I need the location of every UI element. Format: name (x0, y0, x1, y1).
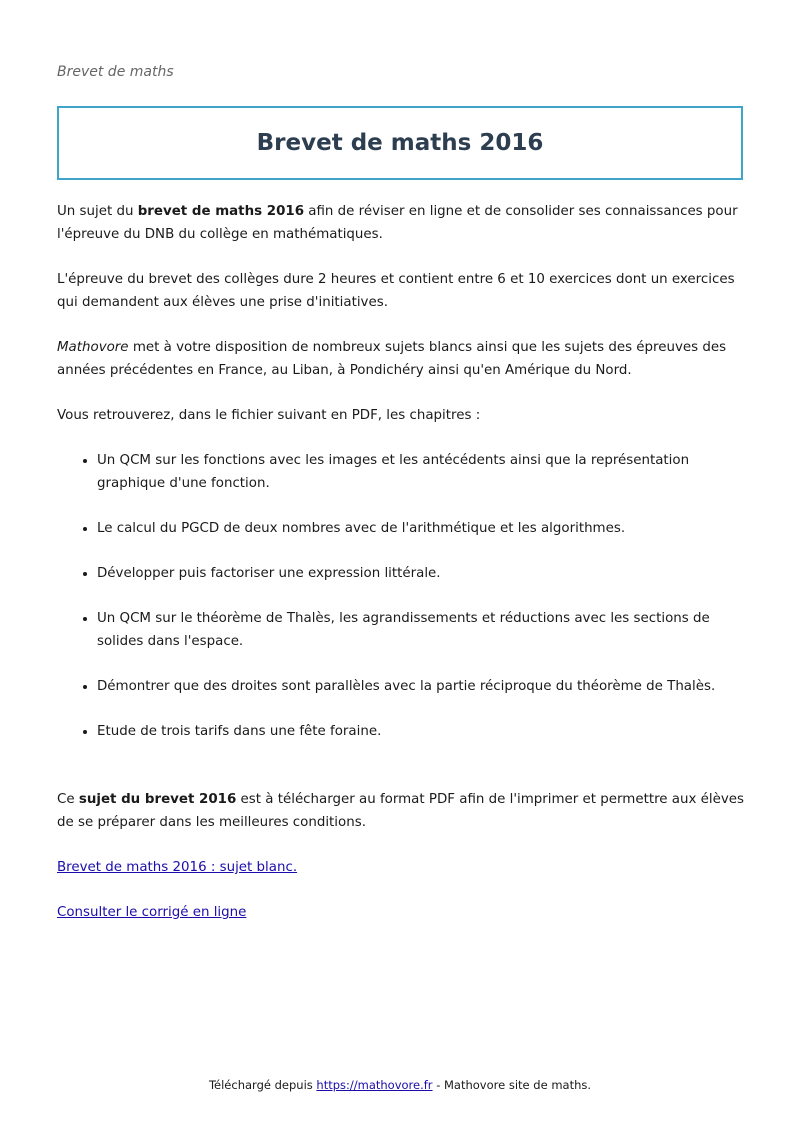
chapter-list (57, 449, 747, 743)
footer-site-link[interactable]: https://mathovore.fr (316, 1078, 433, 1092)
list-item: • Le calcul du PGCD de deux nombres avec de l'arithmétique et les algorithmes. (97, 517, 747, 540)
mathovore-text: met à votre disposition de nombreux sujets blancs ainsi que les sujets des épreuves des années précédentes en France, au Liban, à Pondichéry ainsi qu'en Amérique du Nord. (57, 340, 727, 378)
intro-text-end: afin de réviser en ligne et de consolider ses connaissances pour l'épreuve du DNB du collège en mathématiques. (57, 204, 738, 242)
footer-text-end: - Mathovore site de maths. (432, 1078, 592, 1092)
page-footer (0, 1078, 800, 1092)
mathovore-italic: Mathovore (57, 340, 129, 355)
list-item: • Un QCM sur le théorème de Thalès, les agrandissements et réductions avec les sections de solides dans l'espace. (97, 607, 747, 653)
spacer (57, 765, 747, 788)
chapters-intro-paragraph: Vous retrouverez, dans le fichier suivant en PDF, les chapitres : (57, 408, 481, 423)
title-box (57, 106, 743, 180)
correction-link[interactable]: Consulter le corrigé en ligne (57, 905, 247, 920)
intro-text-start: Un sujet du (57, 204, 138, 219)
footer-text-start: Téléchargé depuis (208, 1078, 317, 1092)
page-title: Brevet de maths 2016 (256, 130, 544, 156)
article-body (57, 200, 747, 946)
running-header: Brevet de maths (57, 64, 174, 80)
correction-link-paragraph (57, 901, 747, 924)
pdf-download-link[interactable]: Brevet de maths 2016 : sujet blanc. (57, 860, 298, 875)
download-paragraph (57, 788, 747, 834)
intro-paragraph (57, 200, 747, 246)
exam-description-paragraph: L'épreuve du brevet des collèges dure 2 heures et contient entre 6 et 10 exercices dont un exercices qui demandent aux élèves une prise d'initiatives. (57, 272, 735, 310)
mathovore-paragraph (57, 336, 747, 382)
list-item: • Développer puis factoriser une expression littérale. (97, 562, 747, 585)
list-item: • Un QCM sur les fonctions avec les images et les antécédents ainsi que la représentation graphique d'une fonction. (97, 449, 747, 495)
list-item: • Démontrer que des droites sont parallèles avec la partie réciproque du théorème de Thalès. (97, 675, 747, 698)
list-item: • Etude de trois tarifs dans une fête foraine. (97, 720, 747, 743)
pdf-link-paragraph (57, 856, 747, 879)
intro-bold-text: brevet de maths 2016 (137, 204, 305, 219)
download-text-start: Ce (57, 792, 79, 807)
download-text-end: est à télécharger au format PDF afin de l'imprimer et permettre aux élèves de se préparer dans les meilleures conditions. (57, 792, 745, 830)
download-bold-text: sujet du brevet 2016 (78, 792, 237, 807)
